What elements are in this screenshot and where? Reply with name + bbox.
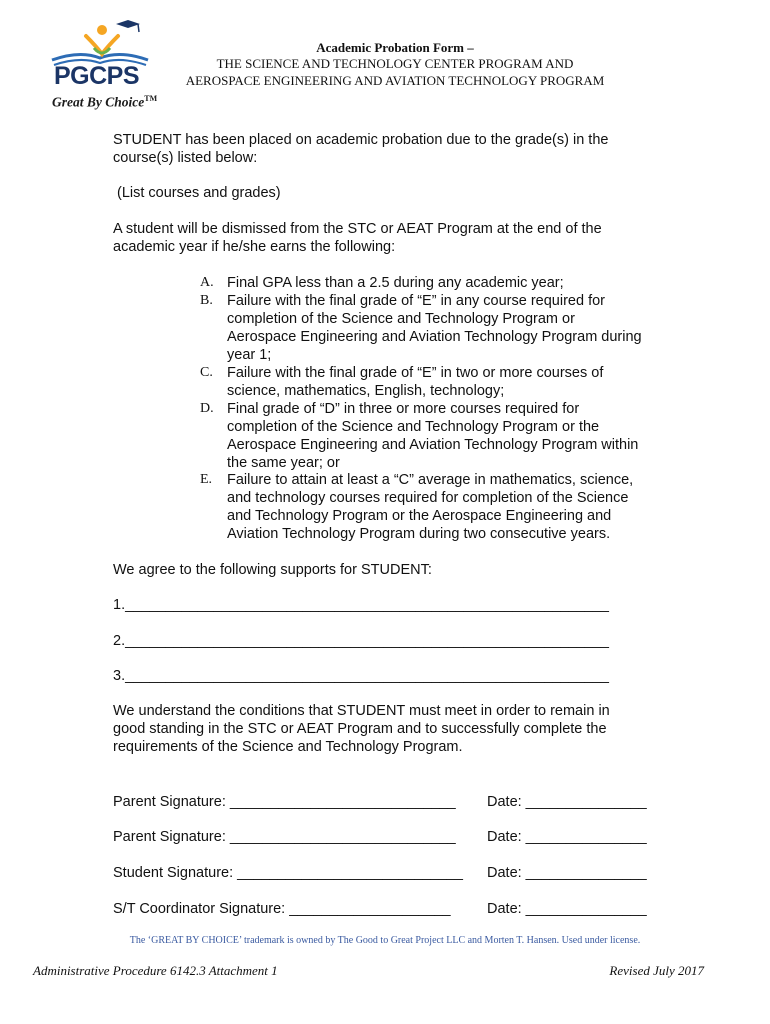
probation-statement: STUDENT has been placed on academic probation due to the grade(s) in the course(s) listed below: bbox=[113, 132, 609, 166]
form-title: Academic Probation Form – bbox=[316, 40, 474, 55]
support-line-3[interactable]: 3.____________________________________________________________ bbox=[113, 668, 609, 684]
courses-grades-placeholder: (List courses and grades) bbox=[117, 185, 281, 201]
parent-signature-field-2[interactable]: Parent Signature: ____________________________ bbox=[113, 829, 456, 845]
support-line-1[interactable]: 1.____________________________________________________________ bbox=[113, 597, 609, 613]
footer-revised: Revised July 2017 bbox=[609, 963, 704, 978]
form-subtitle-line-2: AEROSPACE ENGINEERING AND AVIATION TECHNOLOGY PROGRAM bbox=[185, 73, 605, 88]
criterion-label: D. bbox=[200, 401, 214, 416]
criterion-label: B. bbox=[200, 293, 213, 308]
parent-date-field-2[interactable]: Date: _______________ bbox=[487, 829, 647, 845]
criterion-label: C. bbox=[200, 365, 213, 380]
form-subtitle-line-1: THE SCIENCE AND TECHNOLOGY CENTER PROGRAM AND bbox=[216, 56, 574, 71]
student-date-field[interactable]: Date: _______________ bbox=[487, 865, 647, 881]
student-signature-field[interactable]: Student Signature: ____________________________ bbox=[113, 865, 463, 881]
supports-intro: We agree to the following supports for STUDENT: bbox=[113, 562, 432, 578]
support-line-2[interactable]: 2.____________________________________________________________ bbox=[113, 633, 609, 649]
dismissal-statement: A student will be dismissed from the STC or AEAT Program at the end of the academic year if he/she earns the following: bbox=[113, 221, 602, 255]
parent-date-field-1[interactable]: Date: _______________ bbox=[487, 794, 647, 810]
coordinator-date-field[interactable]: Date: _______________ bbox=[487, 901, 647, 917]
parent-signature-field-1[interactable]: Parent Signature: ____________________________ bbox=[113, 794, 456, 810]
criterion-label: A. bbox=[200, 275, 214, 290]
trademark-notice: The ‘GREAT BY CHOICE’ trademark is owned by The Good to Great Project LLC and Morten T. Hansen. Used under license. bbox=[129, 935, 641, 946]
logo-name: PGCPS bbox=[54, 62, 140, 90]
coordinator-signature-field[interactable]: S/T Coordinator Signature: ____________________ bbox=[113, 901, 451, 917]
footer-procedure: Administrative Procedure 6142.3 Attachment 1 bbox=[33, 963, 278, 978]
logo-tagline: Great By Choice™ bbox=[52, 94, 158, 110]
criterion-label: E. bbox=[200, 472, 213, 487]
pgcps-logo bbox=[30, 20, 160, 120]
understanding-statement: We understand the conditions that STUDENT must meet in order to remain in good standing in the STC or AEAT Program and to successfully complete the requirements of the Science and Technology Program. bbox=[113, 703, 610, 755]
